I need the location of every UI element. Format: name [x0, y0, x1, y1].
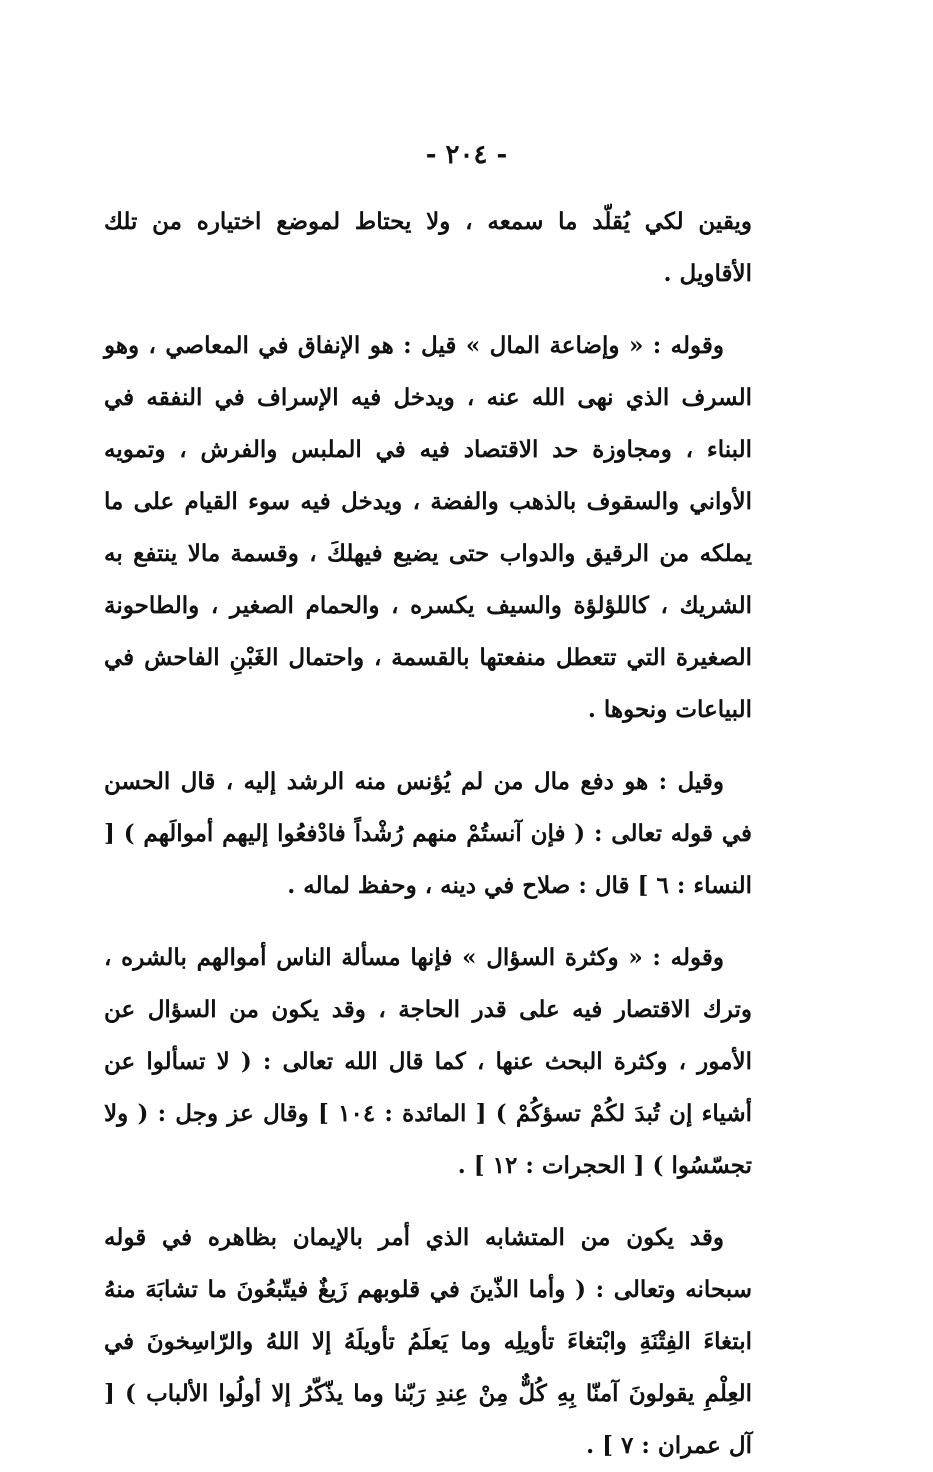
paragraph-excessive-asking: وقوله : « وكثرة السؤال » فإنها مسألة الناس أموالهم بالشره ، وترك الاقتصار فيه على قدر الحاجة ، وقد يكون من السؤال عن الأمور ، وكثرة البحث عنها ، كما قال الله تعالى : ( لا تسألوا عن أشياء إن تُبدَ لكُمْ تسؤكُمْ ) [ المائدة : ١٠٤ ] وقال عز وجل : ( ولا تجسّسُوا ) [ الحجرات : ١٢ ] . [104, 944, 752, 1179]
paragraph-wasting-wealth: وقوله : « وإضاعة المال » قيل : هو الإنفاق في المعاصي ، وهو السرف الذي نهى الله عنه ، ويدخل فيه الإسراف في النفقه في البناء ، ومجاوزة حد الاقتصاد فيه في الملبس والفرش ، وتمويه الأواني والسقوف بالذهب والفضة ، ويدخل فيه سوء القيام على ما يملكه من الرقيق والدواب حتى يضيع فيهلكَ ، وقسمة مالا ينتفع به الشريك ، كاللؤلؤة والسيف يكسره ، والحمام الصغير ، والطاحونة الصغيرة التي تتعطل منفعتها بالقسمة ، واحتمال الغَبْنِ الفاحش في البياعات ونحوها . [104, 332, 752, 723]
page-number: - ٢٠٤ - [425, 140, 508, 170]
paragraph-continuation: ويقين لكي يُقلّد ما سمعه ، ولا يحتاط لموضع اختياره من تلك الأقاويل . [104, 208, 752, 287]
paragraph-ambiguous-verses: وقد يكون من المتشابه الذي أمر بالإيمان بظاهره في قوله سبحانه وتعالى : ( وأما الذّينَ في قلوبهم زَيغٌ فيتّبعُونَ ما تشابَهَ منهُ ابتغاءَ الفِتْنَةِ وابْتغاءَ تأويلِه وما يَعلَمُ تأويلَهُ إلا اللهُ والرّاسِخونَ في العِلْمِ يقولونَ آمنّا بِهِ كُلٌّ مِنْ عِندِ رَبّنا وما يذّكّرُ إلا أولُوا الألباب ) [ آل عمران : ٧ ] . [104, 1224, 752, 1459]
page-body [104, 196, 752, 1472]
paragraph-guardianship: وقيل : هو دفع مال من لم يُؤنس منه الرشد إليه ، قال الحسن في قوله تعالى : ( فإن آنستُمْ منهم رُشْداً فادْفعُوا إليهم أموالَهم ) [ النساء : ٦ ] قال : صلاح في دينه ، وحفظ لماله . [104, 768, 752, 899]
